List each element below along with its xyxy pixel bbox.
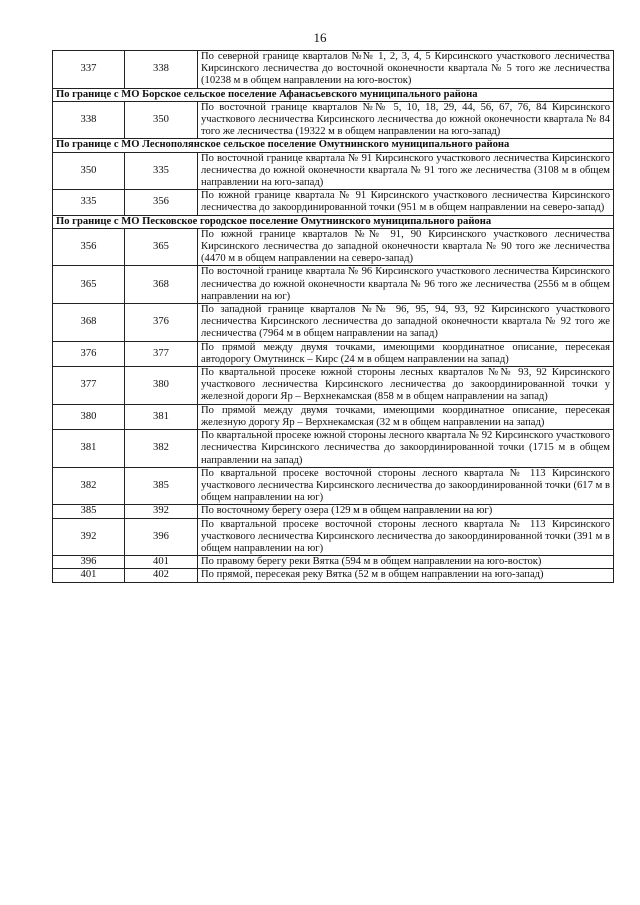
point-from-cell: 356 (53, 228, 125, 266)
table-row (53, 341, 614, 366)
point-from-cell: 368 (53, 304, 125, 342)
boundary-description-cell: По западной границе кварталов №№ 96, 95, 94, 93, 92 Кирсинского участкового лесничества Кирсинского лесничества до западной оконечности квартала № 92 того же лесничества (7964 м в общем направлении на запад) (198, 304, 614, 342)
point-from-cell: 401 (53, 569, 125, 582)
boundary-description-cell: По южной границе кварталов №№ 91, 90 Кирсинского участкового лесничества Кирсинского лесничества до западной оконечности квартала № 90 того же лесничества (4470 м в общем направлении на северо-запад) (198, 228, 614, 266)
point-to-cell: 396 (125, 518, 198, 556)
table-row (53, 404, 614, 429)
point-to-cell: 402 (125, 569, 198, 582)
point-to-cell: 380 (125, 367, 198, 405)
point-to-cell: 382 (125, 430, 198, 468)
point-from-cell: 376 (53, 341, 125, 366)
boundary-description-cell: По восточному берегу озера (129 м в общем направлении на юг) (198, 505, 614, 518)
table-row (53, 190, 614, 215)
boundary-description-cell: По прямой между двумя точками, имеющими координатное описание, пересекая железную дорогу Яр – Верхнекамская (32 м в общем направлении на запад) (198, 404, 614, 429)
point-from-cell: 350 (53, 152, 125, 190)
point-to-cell: 350 (125, 101, 198, 139)
point-from-cell: 385 (53, 505, 125, 518)
table-row (53, 430, 614, 468)
boundary-description-cell: По правому берегу реки Вятка (594 м в общем направлении на юго-восток) (198, 556, 614, 569)
point-from-cell: 377 (53, 367, 125, 405)
boundary-description-cell: По квартальной просеке восточной стороны лесного квартала № 113 Кирсинского участкового лесничества Кирсинского лесничества до закоординированной точки (617 м в общем направлении на юг) (198, 467, 614, 505)
table-row (53, 304, 614, 342)
section-header-row (53, 88, 614, 101)
point-to-cell: 392 (125, 505, 198, 518)
section-header-row (53, 139, 614, 152)
point-from-cell: 392 (53, 518, 125, 556)
page-number: 16 (313, 30, 327, 45)
table-row (53, 518, 614, 556)
point-to-cell: 385 (125, 467, 198, 505)
boundary-description-cell: По северной границе кварталов №№ 1, 2, 3, 4, 5 Кирсинского участкового лесничества Кирсинского лесничества до восточной оконечности квартала № 5 того же лесничества (10238 м в общем направлении на юго-восток) (198, 51, 614, 89)
point-from-cell: 382 (53, 467, 125, 505)
point-from-cell: 380 (53, 404, 125, 429)
boundary-description-cell: По прямой между двумя точками, имеющими координатное описание, пересекая автодорогу Омутнинск – Кирс (24 м в общем направлении на запад) (198, 341, 614, 366)
table-row (53, 152, 614, 190)
boundary-description-table (52, 50, 614, 583)
point-to-cell: 356 (125, 190, 198, 215)
boundary-description-cell: По квартальной просеке восточной стороны лесного квартала № 113 Кирсинского участкового лесничества Кирсинского лесничества до закоординированной точки (391 м в общем направлении на юг) (198, 518, 614, 556)
point-to-cell: 377 (125, 341, 198, 366)
table-row (53, 556, 614, 569)
section-header: По границе с МО Борское сельское поселение Афанасьевского муниципального района (53, 88, 614, 101)
table-row (53, 505, 614, 518)
point-to-cell: 376 (125, 304, 198, 342)
point-to-cell: 365 (125, 228, 198, 266)
boundary-description-cell: По южной границе квартала № 91 Кирсинского участкового лесничества Кирсинского лесничества до закоординированной точки (951 м в общем направлении на северо-запад) (198, 190, 614, 215)
boundary-description-cell: По восточной границе квартала № 91 Кирсинского участкового лесничества Кирсинского лесничества до южной оконечности квартала № 91 того же лесничества (3108 м в общем направлении на юго-запад) (198, 152, 614, 190)
boundary-description-cell: По квартальной просеке южной стороны лесных кварталов №№ 93, 92 Кирсинского участкового лесничества Кирсинского лесничества до закоординированной точки у железной дороги Яр – Верхнекамская (858 м в общем направлении на запад) (198, 367, 614, 405)
boundary-description-cell: По квартальной просеке южной стороны лесного квартала № 92 Кирсинского участкового лесничества Кирсинского лесничества до закоординированной точки (1715 м в общем направлении на запад) (198, 430, 614, 468)
boundary-description-cell: По восточной границе квартала № 96 Кирсинского участкового лесничества Кирсинского лесничества до южной оконечности квартала № 96 того же лесничества (2556 м в общем направлении на юг) (198, 266, 614, 304)
section-header: По границе с МО Леснополянское сельское поселение Омутнинского муниципального района (53, 139, 614, 152)
point-from-cell: 396 (53, 556, 125, 569)
table-row (53, 266, 614, 304)
point-to-cell: 401 (125, 556, 198, 569)
point-from-cell: 337 (53, 51, 125, 89)
table-row (53, 51, 614, 89)
table-row (53, 367, 614, 405)
point-from-cell: 338 (53, 101, 125, 139)
section-header: По границе с МО Песковское городское поселение Омутнинского муниципального района (53, 215, 614, 228)
boundary-description-cell: По прямой, пересекая реку Вятка (52 м в общем направлении на юго-запад) (198, 569, 614, 582)
point-from-cell: 335 (53, 190, 125, 215)
point-to-cell: 338 (125, 51, 198, 89)
boundary-description-cell: По восточной границе кварталов №№ 5, 10, 18, 29, 44, 56, 67, 76, 84 Кирсинского участкового лесничества Кирсинского лесничества до южной оконечности квартала № 84 того же лесничества (19322 м в общем направлении на юго-запад) (198, 101, 614, 139)
section-header-row (53, 215, 614, 228)
point-from-cell: 381 (53, 430, 125, 468)
point-to-cell: 368 (125, 266, 198, 304)
table-row (53, 569, 614, 582)
point-to-cell: 381 (125, 404, 198, 429)
point-to-cell: 335 (125, 152, 198, 190)
table-row (53, 228, 614, 266)
point-from-cell: 365 (53, 266, 125, 304)
table-row (53, 467, 614, 505)
table-row (53, 101, 614, 139)
table-body (53, 51, 614, 583)
